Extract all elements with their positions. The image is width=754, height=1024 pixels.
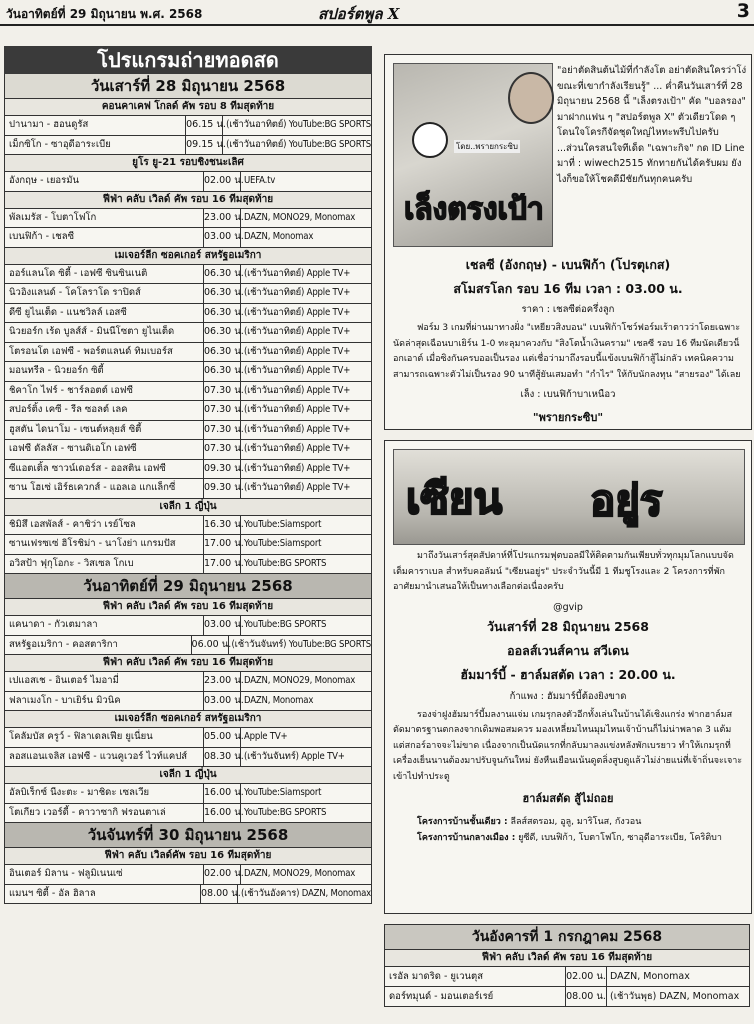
match-channel: (เช้าวันอาทิตย์) Apple TV+ [244, 404, 351, 415]
match-name: เอฟซี ดัลลัส - ซานดิเอโก เอฟซี [5, 440, 204, 459]
match-name: มอนทรีล - นิวยอร์ก ซิตี้ [5, 362, 204, 381]
sian-date: วันเสาร์ที่ 28 มิถุนายน 2568 [487, 618, 649, 634]
broadcast-program [4, 46, 372, 904]
match-time: 06.30 น. [204, 265, 241, 284]
match-name: เม็กซิโก - ซาอุดีอาระเบีย [5, 136, 186, 155]
leng-column [384, 54, 752, 430]
tuesday-league: ฟีฟ่า คลับ เวิลด์ คัพ รอบ 16 ทีมสุดท้าย [384, 950, 750, 967]
match-channel: Apple TV+ [244, 731, 288, 742]
program-title: โปรแกรมถ่ายทอดสด [4, 46, 372, 74]
match-time: 06.15 น. [186, 116, 223, 135]
table-row [4, 784, 372, 804]
match-channel: (เช้าวันอาทิตย์) Apple TV+ [244, 365, 351, 376]
match-name: ซีแอตเติ้ล ซาวน์เดอร์ส - ออสติน เอฟซี [5, 460, 204, 479]
match-time: 07.30 น. [204, 421, 241, 440]
match-channel: YouTube:BG SPORTS [244, 557, 327, 569]
column-banner-image [393, 449, 745, 545]
project-two-teams: ยูซีดี, เบนฟิก้า, โบตาโฟโก, ซาอุดีอาระเบีย, โคริติบา [518, 832, 722, 843]
league-header: ยูโร ยู-21 รอบชิงชนะเลิศ [4, 155, 372, 172]
table-row [4, 228, 372, 248]
match-time: 07.30 น. [204, 382, 241, 401]
match-name: ซานเฟรซเซ่ ฮิโรชิม่า - นาโงย่า แกรมปัส [5, 535, 204, 554]
match-name: แคนาดา - กัวเตมาลา [5, 616, 204, 635]
sian-handle: @gvip [553, 601, 583, 613]
match-channel: (เช้าวันอังคาร) DAZN, Monomax [241, 887, 371, 899]
match-time: 09.30 น. [204, 479, 241, 498]
table-row [4, 343, 372, 363]
day-header: วันจันทร์ที่ 30 มิถุนายน 2568 [4, 823, 372, 848]
project-two [385, 831, 751, 847]
match-channel: DAZN, MONO29, Monomax [244, 675, 356, 686]
table-row [4, 136, 372, 156]
match-channel: DAZN, Monomax [610, 971, 690, 982]
match-channel: (เช้าวันอาทิตย์) Apple TV+ [244, 326, 351, 337]
author-photo [508, 72, 554, 124]
match-time: 02.00 น. [566, 967, 607, 986]
project-two-label: โครงการบ้านกลางเมือง : [417, 832, 516, 843]
table-row [4, 284, 372, 304]
match-time: 08.00 น. [201, 885, 238, 904]
table-row [4, 692, 372, 712]
match-price: ราคา : เชลซีต่อครึ่งลูก [521, 304, 615, 315]
match-channel: (เช้าวันอาทิตย์) Apple TV+ [244, 482, 351, 493]
page-header [0, 0, 754, 26]
match-time: 23.00 น. [204, 672, 241, 691]
match-time: 07.30 น. [204, 440, 241, 459]
match-time: 06.30 น. [204, 362, 241, 381]
league-header: คอนคาเคฟ โกลด์ คัพ รอบ 8 ทีมสุดท้าย [4, 99, 372, 116]
sian-price: ก้าแพง : ฮัมมาร์บี้ต้องยิงขาด [509, 690, 627, 702]
byline: โดย..พรายกระซิบ [456, 142, 518, 151]
match-time: 02.00 น. [204, 172, 241, 191]
table-row [4, 516, 372, 536]
table-row [4, 728, 372, 748]
match-time: 17.00 น. [204, 535, 241, 554]
sian-analysis: รองจ่าฝูงฮัมมาร์บี้มลงานแจ่ม เกมรุกลงตัวอีกทั้งเล่นในบ้านได้เชิงแกร่ง ฟากฮาล์มสตัดมาตรฐานตกลงจากเดิมพอสมควร มองเหลี่ยมไหนมุมไหนเจ้าบ้านก็ไม่น่าพลาด 3 แต้ม แต่สกอร์อาจจะไม่ขาด เนื่องจากเป็นนัดแรกที่กลับมาลงแข่งหลังพักเบรยาว ทำให้เกมรุกที่เครื่องเย็นนานต้องมาปรับจูนกันใหม่ ยังหืนเยือนเน้นดูตลิ่งสูบดูแล้วไม่ง่ายแน่ที่เจ้าถิ่นจะเจาะเข้าไปทำประตู [393, 709, 743, 782]
publication-logo: สปอร์ตพูล X [318, 5, 400, 23]
tuesday-program [384, 924, 750, 1007]
sian-content [385, 549, 751, 846]
sian-column [384, 440, 752, 914]
match-name: อังกฤษ - เยอรมัน [5, 172, 204, 191]
match-time: 06.30 น. [204, 343, 241, 362]
column-banner-image [393, 63, 553, 247]
column-title-right: อยู่ร [590, 476, 663, 525]
match-channel: (เช้าวันพุธ) DAZN, Monomax [610, 991, 740, 1002]
match-channel: YouTube:Siamsport [244, 518, 322, 530]
table-row [4, 209, 372, 229]
match-time: 08.30 น. [204, 748, 241, 767]
match-name: ลอสแอนเจลิส เอฟซี - แวนคูเวอร์ ไวท์แคปส์ [5, 748, 204, 767]
match-time: 07.30 น. [204, 401, 241, 420]
league-header: ฟีฟ่า คลับ เวิลด์ คัพ รอบ 16 ทีมสุดท้าย [4, 599, 372, 616]
league-header: เมเจอร์ลีก ซอคเกอร์ สหรัฐอเมริกา [4, 248, 372, 265]
match-channel: DAZN, MONO29, Monomax [244, 211, 356, 223]
league-header: ฟีฟ่า คลับ เวิลด์คัพ รอบ 16 ทีมสุดท้าย [4, 848, 372, 865]
match-name: ออร์แลนโด ซิตี้ - เอฟซี ซินซินเนติ [5, 265, 204, 284]
match-time: 03.00 น. [204, 228, 241, 247]
tuesday-day-header: วันอังคารที่ 1 กรกฎาคม 2568 [384, 924, 750, 950]
table-row [4, 401, 372, 421]
day-header: วันอาทิตย์ที่ 29 มิถุนายน 2568 [4, 574, 372, 599]
table-row [4, 116, 372, 136]
project-one-label: โครงการบ้านชั้นเดียว : [417, 817, 508, 827]
match-time: 06.30 น. [204, 304, 241, 323]
match-time: 16.00 น. [204, 804, 241, 823]
match-name: พัลเมรัส - โบตาโฟโก [5, 209, 204, 228]
analysis-text: ฟอร์ม 3 เกมที่ผ่านมาทางฝั่ง "เหยียวสิงบอน" เบนฟิก้าโชว์ฟอร์มเร้าตาวว่าโดยเฉพาะนัดล่าสุดเฉือนบาเยิร์น 1-0 ทะลุมาควงกับ "สิงโตน้ำเงินคราม" เชลซี รอบ 16 ทีมนัดเดียวน็อกเอาต์ เมื่อซิงกันครบออเป็นรอง แต่เชื่อว่ามาถึงรอบนี้แข้งเบนฟิก้าสู้ไม่กลัว เทคนิคความสามารถเฉพาะตัวไม่เป็นรอง 90 นาทีสู้ยันเสมอทำ "กำไร" ให้กับนักลงทุน "สายรอง" ได้เลย [393, 323, 741, 380]
match-channel: DAZN, Monomax [244, 231, 314, 242]
match-channel: DAZN, MONO29, Monomax [244, 868, 356, 879]
column-title: เล็งตรงเป้า [404, 192, 544, 227]
match-channel: YouTube:BG SPORTS [244, 806, 327, 818]
table-row [4, 535, 372, 555]
match-name: อินเตอร์ มิลาน - ฟลูมิเนนเซ่ [5, 865, 204, 884]
match-name: ฮูสตัน ไดนาโม - เซนต์หลุยส์ ซิตี้ [5, 421, 204, 440]
match-name: ดอร์ทมุนด์ - มอนเตอร์เรย์ [385, 987, 566, 1006]
match-channel: (เช้าวันอาทิตย์) Apple TV+ [244, 462, 351, 474]
author-sign: "พรายกระซิบ" [532, 411, 604, 424]
project-one-teams: ลีลส์สตรอม, อูลู, มาริโนส, กังวอน [510, 817, 642, 827]
match-name: ปานามา - ฮอนดูรัส [5, 116, 186, 135]
match-teams: เชลซี (อังกฤษ) - เบนฟิก้า (โปรตุเกส) [465, 257, 671, 272]
column-title-left: เซียน [406, 474, 503, 523]
match-channel: YouTube:Siamsport [244, 787, 322, 798]
match-name: แมนฯ ซิตี้ - อัล ฮิลาล [5, 885, 201, 904]
table-row [4, 804, 372, 824]
match-name: ดีซี ยูไนเต็ด - แนชวิลล์ เอสซี [5, 304, 204, 323]
match-name: โตเกียว เวอร์ดี้ - คาวาซากิ ฟรอนตาเล่ [5, 804, 204, 823]
page-number: 3 [736, 0, 750, 22]
table-row [384, 987, 750, 1007]
match-time: 16.00 น. [204, 784, 241, 803]
match-name: โคลัมบัส ครูว์ - ฟิลาเดลเฟีย ยูเนี่ยน [5, 728, 204, 747]
sian-intro: มาถึงวันเสาร์สุดสัปดาห์ที่โปรแกรมฟุตบอลมีให้ติดตามกันเพียบทั่วทุกมุมโลกแบบจัดเต็มคาราเบล สำหรับคอลัมน์ "เซียนอยู่ร" ประจำวันนี้มี 1 ทีมชูโรงและ 2 โครงการที่พักอาศัยมานำเสนอให้เป็นทางเลือกต่อเนื่องครับ [393, 551, 734, 592]
match-name: โตรอนโต เอฟซี - พอร์ตแลนด์ ทิมเบอร์ส [5, 343, 204, 362]
league-header: เจลีก 1 ญี่ปุ่น [4, 767, 372, 784]
match-time: 05.00 น. [204, 728, 241, 747]
match-name: สปอร์ติ้ง เคซี - รีล ซอลต์ เลค [5, 401, 204, 420]
match-time: 23.00 น. [204, 209, 241, 228]
match-channel: (เช้าวันอาทิตย์) Apple TV+ [244, 345, 351, 357]
match-channel: (เช้าวันอาทิตย์) Apple TV+ [244, 384, 351, 396]
match-time: 09.30 น. [204, 460, 241, 479]
match-name: เปแอสเช - อินเตอร์ ไมอามี่ [5, 672, 204, 691]
table-row [4, 616, 372, 636]
table-row [4, 172, 372, 192]
issue-date: วันอาทิตย์ที่ 29 มิถุนายน พ.ศ. 2568 [6, 7, 203, 21]
match-name: นิวยอร์ก เร้ด บูลส์ส์ - มินนีโซตา ยูไนเต็ด [5, 323, 204, 342]
match-name: เรอัล มาดริด - ยูเวนตุส [385, 967, 566, 986]
match-channel: (เช้าวันอาทิตย์) Apple TV+ [244, 306, 351, 318]
match-time: 17.00 น. [204, 555, 241, 574]
football-icon [412, 122, 448, 158]
table-row [4, 636, 372, 656]
table-row [4, 865, 372, 885]
match-name: ชิมิสึ เอสพัลส์ - คาชิว่า เรย์โซล [5, 516, 204, 535]
league-header: ฟีฟ่า คลับ เวิลด์ คัพ รอบ 16 ทีมสุดท้าย [4, 192, 372, 209]
match-time: 02.00 น. [204, 865, 241, 884]
sian-match: ฮัมมาร์บี้ - ฮาล์มสตัด เวลา : 20.00 น. [460, 666, 676, 682]
table-row [4, 440, 372, 460]
project-one [385, 815, 751, 831]
match-channel: DAZN, Monomax [244, 694, 314, 706]
match-event: สโมสรโลก รอบ 16 ทีม เวลา : 03.00 น. [453, 281, 683, 296]
table-row [384, 967, 750, 987]
match-time: 08.00 น. [566, 987, 607, 1006]
match-name: ชิคาโก ไฟร์ - ชาร์ลอตต์ เอฟซี [5, 382, 204, 401]
column-intro: "อย่าตัดสินต้นไม้ที่กำลังโต อย่าตัดสินใครว่าโง่ขณะที่เขากำลังเรียนรู้" ... ค่ำคืนวันเสาร์ที่ 28 มิถุนายน 2568 นี้ "เล็งตรงเป้า" คัด "บอลรอง" มาฝากแฟน ๆ "สปอร์ตพูล X" ตัวเดียวโดด ๆ โดนใจโครกีจัดชุดใหญ่ไหทะพรีบไปครับ ...ส่วนใครสนใจทีเด็ด "เฉพาะกิจ" กด ID Line มาที่ : wiwech2515 ทักทายกันได้ครับผม ยังไงก็ขอให้โชคดีมีชัยกันทุกคนครับ [557, 65, 747, 185]
day-header: วันเสาร์ที่ 28 มิถุนายน 2568 [4, 74, 372, 99]
match-time: 06.00 น. [192, 636, 229, 655]
table-row [4, 421, 372, 441]
match-name: เบนฟิก้า - เชลซี [5, 228, 204, 247]
match-channel: (เช้าวันจันทร์) YouTube:BG SPORTS [231, 638, 371, 650]
league-header: เมเจอร์ลีก ซอคเกอร์ สหรัฐอเมริกา [4, 711, 372, 728]
table-row [4, 479, 372, 499]
table-row [4, 304, 372, 324]
table-row [4, 382, 372, 402]
table-row [4, 885, 372, 905]
match-time: 03.00 น. [204, 692, 241, 711]
match-name: นิวอิงแลนด์ - โคโลราโด ราปิดส์ [5, 284, 204, 303]
match-channel: (เช้าวันอาทิตย์) Apple TV+ [244, 443, 351, 454]
pick: เล็ง : เบนฟิก้าบาเหนือว [520, 389, 616, 400]
match-name: สหรัฐอเมริกา - คอสตาริกา [5, 636, 192, 655]
table-row [4, 672, 372, 692]
sian-pick: ฮาล์มสตัด สู้ไม่ถอย [522, 792, 614, 805]
match-time: 06.30 น. [204, 323, 241, 342]
sian-league: ออลส์เวนส์คาน สวีเดน [507, 642, 629, 658]
match-name: อวิสป้า ฟุกุโอกะ - วิสเซล โกเบ [5, 555, 204, 574]
match-channel: (เช้าวันอาทิตย์) Apple TV+ [244, 287, 351, 298]
table-row [4, 323, 372, 343]
featured-match [385, 255, 751, 426]
match-name: ซาน โฮเซ่ เอิร์ธเควกส์ - แอลเอ แกแล็กซี่ [5, 479, 204, 498]
match-time: 03.00 น. [204, 616, 241, 635]
match-time: 16.30 น. [204, 516, 241, 535]
match-channel: (เช้าวันจันทร์) Apple TV+ [244, 750, 345, 762]
league-header: ฟีฟ่า คลับ เวิลด์ คัพ รอบ 16 ทีมสุดท้าย [4, 655, 372, 672]
table-row [4, 460, 372, 480]
match-name: อัลบิเร็กซ์ นีงะตะ - มาชิดะ เซลเวีย [5, 784, 204, 803]
table-row [4, 555, 372, 575]
match-name: ฟลาเมงโก - บาเยิร์น มิวนิค [5, 692, 204, 711]
table-row [4, 265, 372, 285]
league-header: เจลีก 1 ญี่ปุ่น [4, 499, 372, 516]
match-channel: (เช้าวันอาทิตย์) YouTube:BG SPORTS [226, 138, 371, 150]
match-channel: UEFA.tv [244, 175, 276, 186]
match-time: 06.30 น. [204, 284, 241, 303]
table-row [4, 748, 372, 768]
match-channel: YouTube:BG SPORTS [244, 619, 327, 630]
match-channel: (เช้าวันอาทิตย์) Apple TV+ [244, 267, 351, 279]
match-channel: (เช้าวันอาทิตย์) Apple TV+ [244, 423, 351, 435]
match-time: 09.15 น. [186, 136, 223, 155]
match-channel: (เช้าวันอาทิตย์) YouTube:BG SPORTS [226, 119, 371, 130]
table-row [4, 362, 372, 382]
match-channel: YouTube:Siamsport [244, 538, 322, 549]
